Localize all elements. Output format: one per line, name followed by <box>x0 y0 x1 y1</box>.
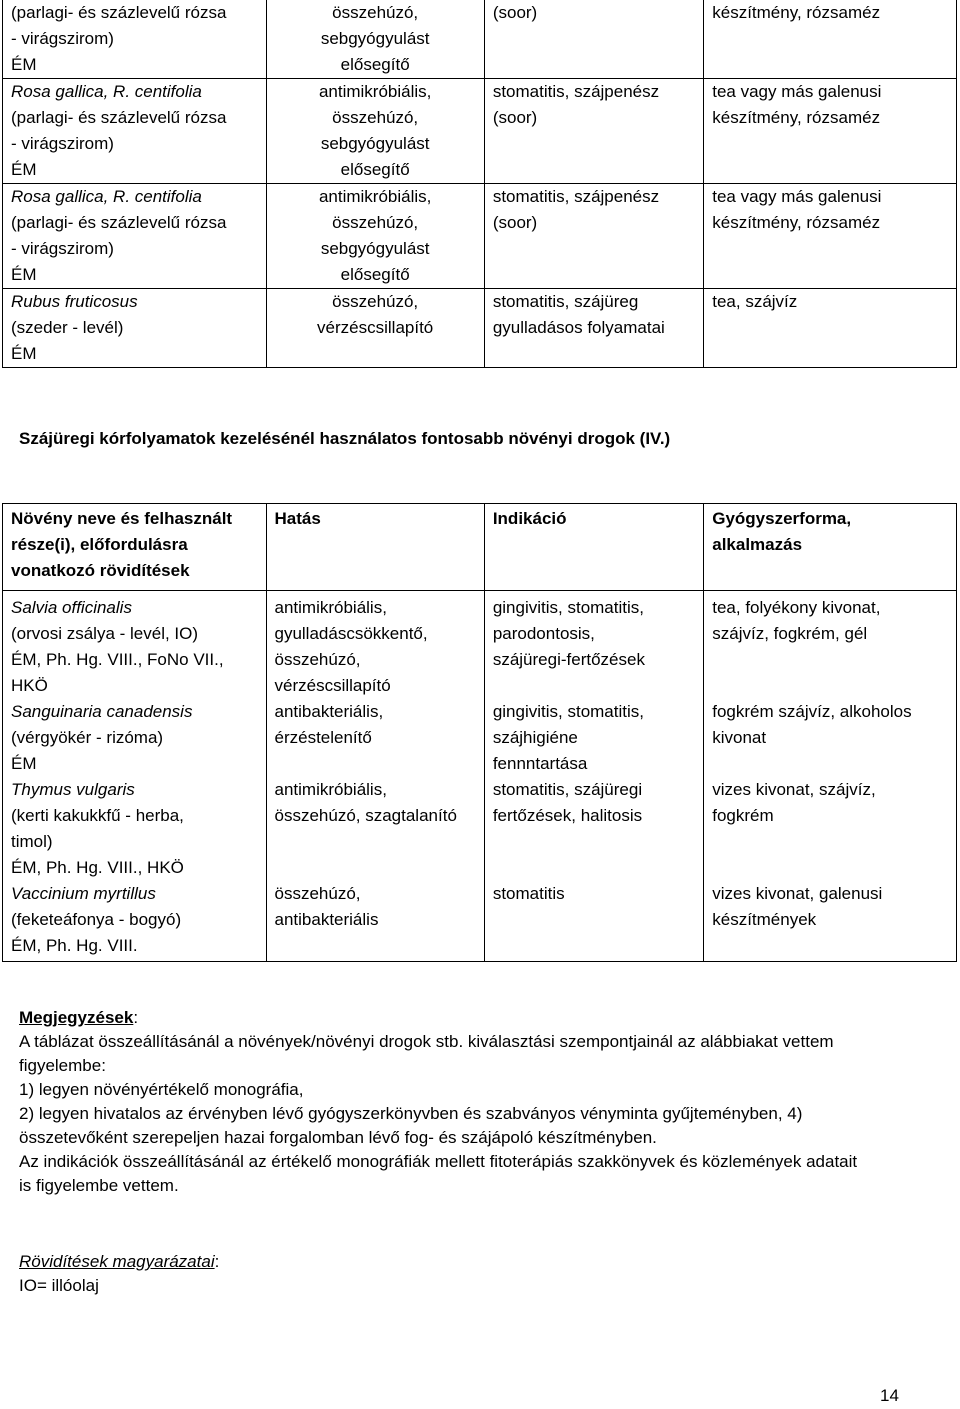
plant-line: - virágszirom) <box>11 29 114 48</box>
effect-line: érzéstelenítő <box>274 728 372 747</box>
header-indication <box>484 504 703 591</box>
usage-line: készítmény, rózsaméz <box>712 213 881 232</box>
plant-line: ÉM, Ph. Hg. VIII. <box>11 936 138 955</box>
indication-cell <box>484 591 703 700</box>
header-plant-line: Növény neve és felhasznált <box>11 509 233 528</box>
notes-line: 1) legyen növényértékelő monográfia, <box>19 1080 304 1099</box>
effect-line: antibakteriális, <box>274 702 384 721</box>
effect-line: antimikróbiális, <box>318 82 432 101</box>
effect-line: összehúzó, <box>332 3 419 22</box>
drug-table-continued <box>2 0 957 368</box>
plant-line: (parlagi- és százlevelű rózsa <box>11 3 227 22</box>
indication-line: (soor) <box>492 3 538 22</box>
effect-line: összehúzó, <box>332 108 419 127</box>
page-number: 14 <box>880 1386 899 1405</box>
indication-cell <box>484 0 703 79</box>
indication-line: fennntartása <box>492 754 588 773</box>
plant-line: (parlagi- és százlevelű rózsa <box>11 213 227 232</box>
plant-latin-name: Rubus fruticosus <box>11 292 138 311</box>
indication-line: stomatitis <box>492 884 565 903</box>
usage-line: tea, szájvíz <box>712 292 798 311</box>
effect-line: összehúzó, <box>332 292 419 311</box>
usage-line: fogkrém <box>712 806 774 825</box>
table-caption: Szájüregi kórfolyamatok kezelésénél használatos fontosabb növényi drogok (IV.) <box>19 429 671 448</box>
usage-line: fogkrém szájvíz, alkoholos <box>712 702 912 721</box>
usage-cell <box>704 184 957 289</box>
usage-line: tea, folyékony kivonat, <box>712 598 881 617</box>
indication-line: szájüregi-fertőzések <box>492 650 645 669</box>
plant-cell <box>3 79 267 184</box>
plant-cell <box>3 881 267 962</box>
indication-line: gingivitis, stomatitis, <box>492 598 644 617</box>
usage-cell <box>704 289 957 368</box>
header-indication-label: Indikáció <box>492 509 567 528</box>
effect-cell <box>266 289 484 368</box>
plant-line: - virágszirom) <box>11 239 114 258</box>
notes-colon: : <box>133 1008 139 1027</box>
plant-line: ÉM, Ph. Hg. VIII., HKÖ <box>11 858 184 877</box>
abbreviations-colon: : <box>214 1252 220 1271</box>
usage-cell <box>704 0 957 79</box>
usage-line: szájvíz, fogkrém, gél <box>712 624 868 643</box>
indication-line: gyulladásos folyamatai <box>492 318 665 337</box>
notes-heading <box>19 1006 919 1030</box>
header-plant <box>3 504 267 591</box>
effect-line: antimikróbiális, <box>274 598 387 617</box>
indication-cell <box>484 79 703 184</box>
notes-line: A táblázat összeállításánál a növények/növényi drogok stb. kiválasztási szempontjainál az alábbiakat vettem <box>19 1032 834 1051</box>
indication-line: stomatitis, szájüreg <box>492 292 639 311</box>
plant-line: (parlagi- és százlevelű rózsa <box>11 108 227 127</box>
effect-line: vérzéscsillapító <box>317 318 434 337</box>
usage-line: vizes kivonat, galenusi <box>712 884 883 903</box>
plant-line: ÉM <box>11 160 37 179</box>
header-usage-line: Gyógyszerforma, <box>712 509 852 528</box>
plant-latin-name: Thymus vulgaris <box>11 780 135 799</box>
effect-line: összehúzó, <box>274 650 361 669</box>
plant-line: timol) <box>11 832 53 851</box>
effect-line: vérzéscsillapító <box>274 676 391 695</box>
table-row <box>3 79 957 184</box>
effect-cell <box>266 0 484 79</box>
plant-cell <box>3 289 267 368</box>
abbreviations-section <box>19 1250 219 1298</box>
notes-line: 2) legyen hivatalos az érvényben lévő gyógyszerkönyvben és szabványos vényminta gyűjteményben, 4) <box>19 1104 803 1123</box>
notes-line: figyelembe: <box>19 1056 106 1075</box>
abbreviations-title: Rövidítések magyarázatai <box>19 1252 215 1271</box>
effect-cell <box>266 79 484 184</box>
effect-cell <box>266 591 484 700</box>
notes-title: Megjegyzések <box>19 1008 134 1027</box>
effect-line: antimikróbiális, <box>318 187 432 206</box>
plant-cell <box>3 699 267 777</box>
effect-line: sebgyógyulást <box>320 134 430 153</box>
effect-line: elősegítő <box>340 265 410 284</box>
indication-line: parodontosis, <box>492 624 595 643</box>
notes-section <box>19 1006 919 1198</box>
notes-line: összetevőként szerepeljen hazai forgalomban lévő fog- és szájápoló készítményben. <box>19 1128 657 1147</box>
usage-cell <box>704 777 957 881</box>
usage-line: tea vagy más galenusi <box>712 82 882 101</box>
effect-line: összehúzó, <box>274 884 361 903</box>
table-row <box>3 591 957 700</box>
indication-line: fertőzések, halitosis <box>492 806 643 825</box>
plant-latin-name: Rosa gallica, R. centifolia <box>11 82 202 101</box>
plant-cell <box>3 0 267 79</box>
indication-line: (soor) <box>492 108 538 127</box>
indication-line: gingivitis, stomatitis, <box>492 702 644 721</box>
abbreviation-item: IO= illóolaj <box>19 1276 99 1295</box>
usage-cell <box>704 881 957 962</box>
drug-table-iv-body <box>3 591 957 962</box>
usage-line: vizes kivonat, szájvíz, <box>712 780 876 799</box>
notes-body <box>19 1030 919 1198</box>
plant-cell <box>3 591 267 700</box>
table-row <box>3 0 957 79</box>
effect-line: elősegítő <box>340 160 410 179</box>
indication-cell <box>484 699 703 777</box>
usage-line: készítmények <box>712 910 817 929</box>
indication-line: stomatitis, szájpenész <box>492 187 660 206</box>
plant-line: ÉM <box>11 754 37 773</box>
usage-cell <box>704 79 957 184</box>
plant-latin-name: Vaccinium myrtillus <box>11 884 156 903</box>
header-plant-line: része(i), előfordulásra <box>11 535 188 554</box>
effect-line: antibakteriális <box>274 910 379 929</box>
drug-table-continued-body <box>3 0 957 368</box>
header-usage-line: alkalmazás <box>712 535 803 554</box>
indication-cell <box>484 777 703 881</box>
effect-line: elősegítő <box>340 55 410 74</box>
effect-line: antimikróbiális, <box>274 780 387 799</box>
table-header-row <box>3 504 957 591</box>
effect-cell <box>266 881 484 962</box>
table-row <box>3 289 957 368</box>
indication-cell <box>484 184 703 289</box>
effect-cell <box>266 184 484 289</box>
effect-cell <box>266 699 484 777</box>
header-effect-label: Hatás <box>274 509 321 528</box>
usage-line: készítmény, rózsaméz <box>712 3 881 22</box>
plant-line: ÉM <box>11 265 37 284</box>
plant-line: ÉM <box>11 344 37 363</box>
plant-line: (orvosi zsálya - levél, IO) <box>11 624 199 643</box>
plant-line: (vérgyökér - rizóma) <box>11 728 164 747</box>
table-row <box>3 184 957 289</box>
table-row <box>3 777 957 881</box>
indication-line: stomatitis, szájpenész <box>492 82 660 101</box>
plant-cell <box>3 777 267 881</box>
indication-line: szájhigiéne <box>492 728 578 747</box>
plant-latin-name: Sanguinaria canadensis <box>11 702 193 721</box>
usage-cell <box>704 699 957 777</box>
abbreviations-list <box>19 1274 219 1298</box>
plant-line: (szeder - levél) <box>11 318 124 337</box>
notes-line: is figyelembe vettem. <box>19 1176 179 1195</box>
indication-cell <box>484 881 703 962</box>
abbreviations-heading <box>19 1250 219 1274</box>
table-row <box>3 699 957 777</box>
plant-line: (kerti kakukkfű - herba, <box>11 806 184 825</box>
drug-table-iv <box>2 503 957 962</box>
notes-line: Az indikációk összeállításánál az értékelő monográfiák mellett fitoterápiás szakkönyvek és közlemények adatait <box>19 1152 858 1171</box>
usage-line: készítmény, rózsaméz <box>712 108 881 127</box>
plant-line: - virágszirom) <box>11 134 114 153</box>
plant-latin-name: Rosa gallica, R. centifolia <box>11 187 202 206</box>
plant-latin-name: Salvia officinalis <box>11 598 132 617</box>
effect-line: gyulladáscsökkentő, <box>274 624 428 643</box>
indication-line: stomatitis, szájüregi <box>492 780 643 799</box>
plant-line: (feketeáfonya - bogyó) <box>11 910 182 929</box>
header-usage <box>704 504 957 591</box>
usage-cell <box>704 591 957 700</box>
header-plant-line: vonatkozó rövidítések <box>11 561 190 580</box>
indication-line: (soor) <box>492 213 538 232</box>
effect-line: sebgyógyulást <box>320 29 430 48</box>
effect-cell <box>266 777 484 881</box>
plant-line: HKÖ <box>11 676 48 695</box>
effect-line: sebgyógyulást <box>320 239 430 258</box>
usage-line: tea vagy más galenusi <box>712 187 882 206</box>
plant-line: ÉM, Ph. Hg. VIII., FoNo VII., <box>11 650 224 669</box>
indication-cell <box>484 289 703 368</box>
plant-cell <box>3 184 267 289</box>
effect-line: összehúzó, szagtalanító <box>274 806 457 825</box>
header-effect <box>266 504 484 591</box>
usage-line: kivonat <box>712 728 767 747</box>
plant-line: ÉM <box>11 55 37 74</box>
table-row <box>3 881 957 962</box>
effect-line: összehúzó, <box>332 213 419 232</box>
